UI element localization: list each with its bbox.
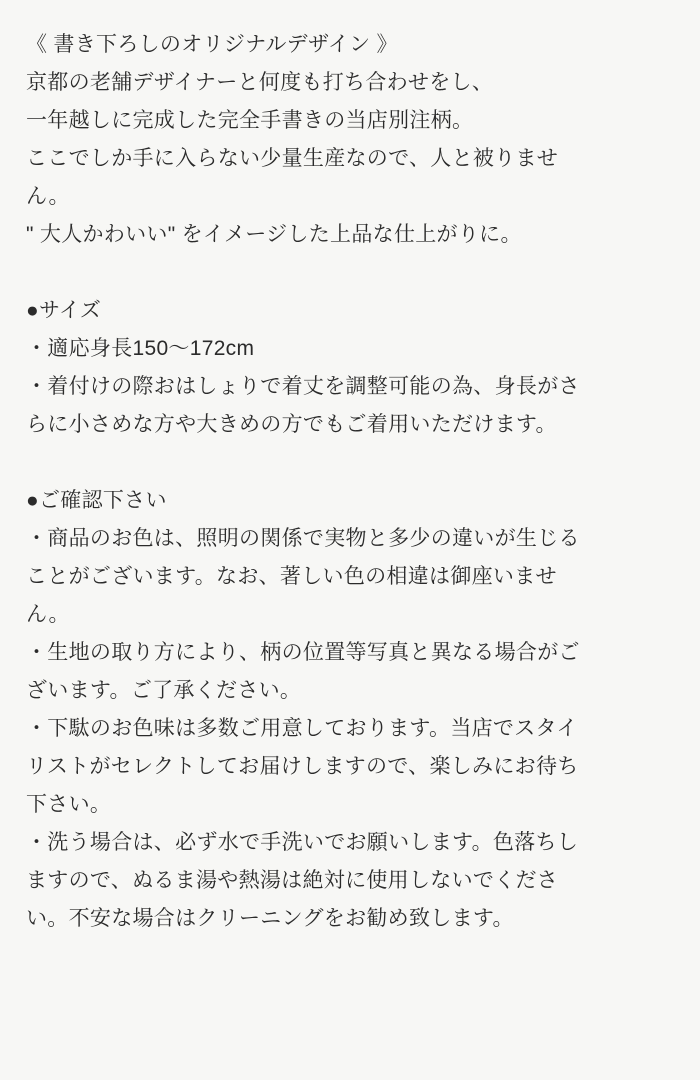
size-line-1: ・適応身長150〜172cm <box>26 337 255 360</box>
size-heading: ●サイズ <box>26 299 102 322</box>
section-spacer-2 <box>26 444 678 482</box>
notice-block <box>26 482 678 938</box>
notice-line-3: ん。 <box>26 603 70 626</box>
intro-block <box>26 26 678 254</box>
notice-line-9: ・洗う場合は、必ず水で手洗いでお願いします。色落ちし <box>26 831 579 854</box>
notice-line-10: ますので、ぬるま湯や熱湯は絶対に使用しないでくださ <box>26 869 559 892</box>
intro-line-1: 《 書き下ろしのオリジナルデザイン 》 <box>26 33 398 56</box>
notice-line-7: リストがセレクトしてお届けしますので、楽しみにお待ち <box>26 755 579 778</box>
size-line-3: らに小さめな方や大きめの方でもご着用いただけます。 <box>26 413 557 436</box>
intro-line-4: ここでしか手に入らない少量生産なので、人と被りませ <box>26 147 559 170</box>
intro-line-5: ん。 <box>26 185 70 208</box>
intro-line-3: 一年越しに完成した完全手書きの当店別注柄。 <box>26 109 474 132</box>
notice-line-4: ・生地の取り方により、柄の位置等写真と異なる場合がご <box>26 641 580 664</box>
intro-line-2: 京都の老舗デザイナーと何度も打ち合わせをし、 <box>26 71 494 94</box>
size-line-2: ・着付けの際おはしょりで着丈を調整可能の為、身長がさ <box>26 375 580 398</box>
notice-line-6: ・下駄のお色味は多数ご用意しております。当店でスタイ <box>26 717 578 740</box>
notice-line-1: ・商品のお色は、照明の関係で実物と多少の違いが生じる <box>26 527 580 550</box>
size-block <box>26 292 678 444</box>
notice-line-5: ざいます。ご了承ください。 <box>26 679 302 702</box>
section-spacer-1 <box>26 254 678 292</box>
intro-line-6: " 大人かわいい" をイメージした上品な仕上がりに。 <box>26 223 522 246</box>
notice-heading: ●ご確認下さい <box>26 489 167 512</box>
notice-line-8: 下さい。 <box>26 793 112 816</box>
notice-line-2: ことがございます。なお、著しい色の相違は御座いませ <box>26 565 557 588</box>
notice-line-11: い。不安な場合はクリーニングをお勧め致します。 <box>26 907 514 930</box>
